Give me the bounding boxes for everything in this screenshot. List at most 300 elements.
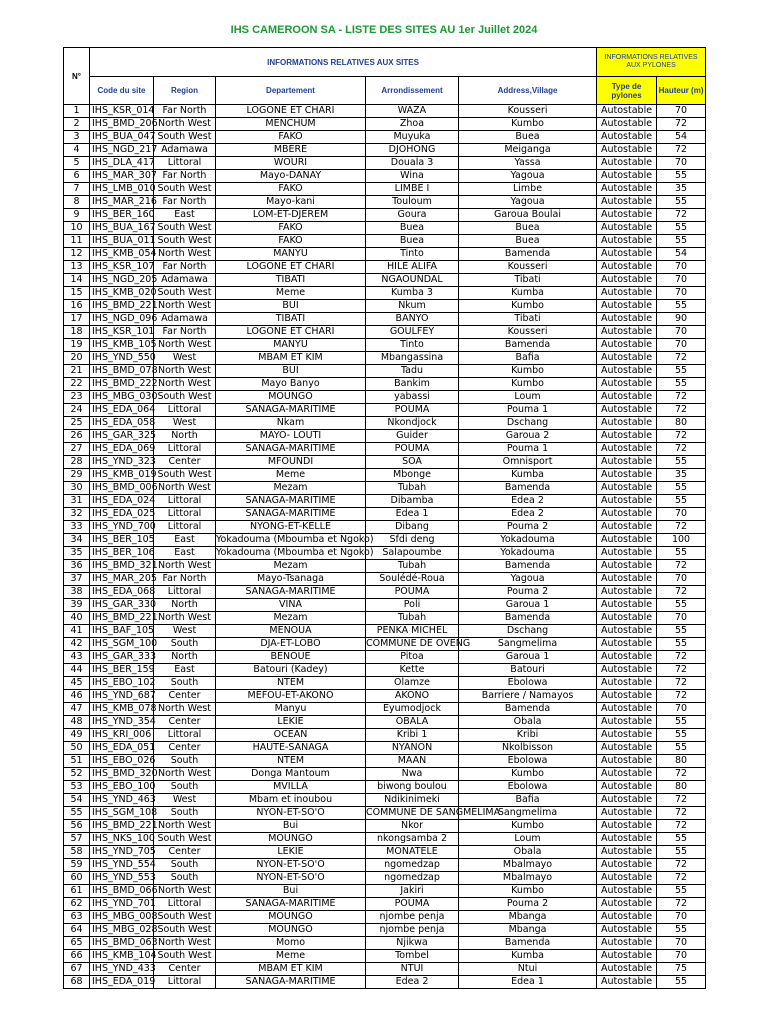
departement: Mayo-kani <box>216 196 366 209</box>
departement: LOM-ET-DJEREM <box>216 209 366 222</box>
header-region: Region <box>154 77 216 105</box>
arrondissement: Edea 2 <box>366 976 459 989</box>
row-number: 1 <box>64 105 90 118</box>
address: Pouma 2 <box>459 898 597 911</box>
arrondissement: Nkondjock <box>366 417 459 430</box>
table-row <box>64 742 706 755</box>
pylon-type: Autostable <box>597 118 657 131</box>
table-row <box>64 781 706 794</box>
height: 70 <box>657 703 706 716</box>
pylon-type: Autostable <box>597 963 657 976</box>
address: Edea 2 <box>459 508 597 521</box>
site-code: IHS_MBG_030 <box>90 391 154 404</box>
arrondissement: Njikwa <box>366 937 459 950</box>
table-row <box>64 729 706 742</box>
height: 72 <box>657 898 706 911</box>
address: Kumbo <box>459 378 597 391</box>
region: Center <box>154 846 216 859</box>
height: 72 <box>657 521 706 534</box>
table-row <box>64 365 706 378</box>
departement: Manyu <box>216 703 366 716</box>
region: South <box>154 872 216 885</box>
address: Tibati <box>459 274 597 287</box>
site-code: IHS_KMB_104 <box>90 950 154 963</box>
region: Adamawa <box>154 144 216 157</box>
region: North West <box>154 365 216 378</box>
site-code: IHS_MAR_205 <box>90 573 154 586</box>
pylon-type: Autostable <box>597 261 657 274</box>
site-code: IHS_KSR_014 <box>90 105 154 118</box>
arrondissement: MAAN <box>366 755 459 768</box>
height: 55 <box>657 625 706 638</box>
arrondissement: POUMA <box>366 586 459 599</box>
departement: TIBATI <box>216 274 366 287</box>
site-code: IHS_YND_550 <box>90 352 154 365</box>
table-row <box>64 963 706 976</box>
arrondissement: LIMBE I <box>366 183 459 196</box>
departement: MFOUNDI <box>216 456 366 469</box>
address: Barriere / Namayos <box>459 690 597 703</box>
address: Pouma 2 <box>459 521 597 534</box>
row-number: 35 <box>64 547 90 560</box>
arrondissement: Sfdi deng <box>366 534 459 547</box>
address: Bafia <box>459 794 597 807</box>
region: North West <box>154 560 216 573</box>
region: East <box>154 209 216 222</box>
site-code: IHS_MAR_216 <box>90 196 154 209</box>
header-departement: Departement <box>216 77 366 105</box>
pylon-type: Autostable <box>597 690 657 703</box>
height: 72 <box>657 430 706 443</box>
arrondissement: NYANON <box>366 742 459 755</box>
site-code: IHS_NGD_205 <box>90 274 154 287</box>
site-code: IHS_BMD_066 <box>90 885 154 898</box>
table-row <box>64 976 706 989</box>
row-number: 13 <box>64 261 90 274</box>
pylon-type: Autostable <box>597 664 657 677</box>
site-code: IHS_BMD_222 <box>90 378 154 391</box>
table-row <box>64 469 706 482</box>
address: Sangmelima <box>459 807 597 820</box>
address: Yagoua <box>459 170 597 183</box>
height: 72 <box>657 144 706 157</box>
address: Meiganga <box>459 144 597 157</box>
pylon-type: Autostable <box>597 313 657 326</box>
region: Adamawa <box>154 274 216 287</box>
region: Far North <box>154 261 216 274</box>
height: 72 <box>657 872 706 885</box>
site-code: IHS_DLA_417 <box>90 157 154 170</box>
arrondissement: ngomedzap <box>366 859 459 872</box>
arrondissement: HILE ALIFA <box>366 261 459 274</box>
arrondissement: Tubah <box>366 612 459 625</box>
address: Buea <box>459 235 597 248</box>
address: Pouma 2 <box>459 586 597 599</box>
table-row <box>64 209 706 222</box>
height: 80 <box>657 755 706 768</box>
row-number: 3 <box>64 131 90 144</box>
departement: FAKO <box>216 222 366 235</box>
address: Ebolowa <box>459 677 597 690</box>
departement: HAUTE-SANAGA <box>216 742 366 755</box>
departement: SANAGA-MARITIME <box>216 586 366 599</box>
height: 70 <box>657 157 706 170</box>
pylon-type: Autostable <box>597 339 657 352</box>
row-number: 37 <box>64 573 90 586</box>
arrondissement: GOULFEY <box>366 326 459 339</box>
row-number: 51 <box>64 755 90 768</box>
site-code: IHS_GAR_325 <box>90 430 154 443</box>
table-row <box>64 391 706 404</box>
height: 72 <box>657 859 706 872</box>
address: Sangmelima <box>459 638 597 651</box>
height: 55 <box>657 235 706 248</box>
height: 100 <box>657 534 706 547</box>
departement: Mezam <box>216 612 366 625</box>
site-code: IHS_NKS_100 <box>90 833 154 846</box>
arrondissement: Nkor <box>366 820 459 833</box>
height: 55 <box>657 196 706 209</box>
row-number: 18 <box>64 326 90 339</box>
address: Kumba <box>459 287 597 300</box>
pylon-type: Autostable <box>597 300 657 313</box>
departement: FAKO <box>216 131 366 144</box>
header-code: Code du site <box>90 77 154 105</box>
height: 72 <box>657 664 706 677</box>
address: Obala <box>459 846 597 859</box>
departement: SANAGA-MARITIME <box>216 404 366 417</box>
departement: MANYU <box>216 248 366 261</box>
departement: MOUNGO <box>216 833 366 846</box>
pylon-type: Autostable <box>597 352 657 365</box>
height: 72 <box>657 690 706 703</box>
address: Garoua 1 <box>459 651 597 664</box>
pylon-type: Autostable <box>597 599 657 612</box>
table-row <box>64 183 706 196</box>
arrondissement: Muyuka <box>366 131 459 144</box>
region: North <box>154 651 216 664</box>
arrondissement: Soulédé-Roua <box>366 573 459 586</box>
pylon-type: Autostable <box>597 391 657 404</box>
arrondissement: Dibang <box>366 521 459 534</box>
height: 54 <box>657 131 706 144</box>
address: Kumba <box>459 950 597 963</box>
departement: Meme <box>216 950 366 963</box>
site-code: IHS_BMD_321 <box>90 560 154 573</box>
row-number: 8 <box>64 196 90 209</box>
arrondissement: NGAOUNDAL <box>366 274 459 287</box>
address: Ebolowa <box>459 755 597 768</box>
region: South <box>154 859 216 872</box>
address: Kumbo <box>459 885 597 898</box>
arrondissement: Tinto <box>366 339 459 352</box>
address: Buea <box>459 222 597 235</box>
region: Far North <box>154 105 216 118</box>
row-number: 26 <box>64 430 90 443</box>
table-row <box>64 560 706 573</box>
site-code: IHS_BMD_221 <box>90 612 154 625</box>
address: Kousseri <box>459 261 597 274</box>
table-row <box>64 833 706 846</box>
height: 55 <box>657 924 706 937</box>
departement: LOGONE ET CHARI <box>216 261 366 274</box>
height: 72 <box>657 820 706 833</box>
arrondissement: POUMA <box>366 898 459 911</box>
table-row <box>64 768 706 781</box>
pylon-type: Autostable <box>597 157 657 170</box>
region: West <box>154 352 216 365</box>
departement: Donga Mantoum <box>216 768 366 781</box>
site-code: IHS_NGD_217 <box>90 144 154 157</box>
height: 70 <box>657 261 706 274</box>
table-row <box>64 950 706 963</box>
header-number: N° <box>64 48 90 105</box>
region: South West <box>154 287 216 300</box>
pylon-type: Autostable <box>597 729 657 742</box>
address: Loum <box>459 391 597 404</box>
region: North West <box>154 703 216 716</box>
region: Far North <box>154 573 216 586</box>
address: Yagoua <box>459 573 597 586</box>
table-row <box>64 794 706 807</box>
row-number: 59 <box>64 859 90 872</box>
header-site-info: INFORMATIONS RELATIVES AUX SITES <box>90 48 597 77</box>
table-row <box>64 508 706 521</box>
page-title: IHS CAMEROON SA - LISTE DES SITES AU 1er Juillet 2024 <box>230 24 538 36</box>
address: Mbalmayo <box>459 872 597 885</box>
pylon-type: Autostable <box>597 950 657 963</box>
table-row <box>64 430 706 443</box>
arrondissement: Dibamba <box>366 495 459 508</box>
row-number: 29 <box>64 469 90 482</box>
address: Omnisport <box>459 456 597 469</box>
departement: SANAGA-MARITIME <box>216 495 366 508</box>
departement: Batouri (Kadey) <box>216 664 366 677</box>
row-number: 45 <box>64 677 90 690</box>
region: Littoral <box>154 495 216 508</box>
row-number: 24 <box>64 404 90 417</box>
departement: OCEAN <box>216 729 366 742</box>
departement: MEFOU-ET-AKONO <box>216 690 366 703</box>
region: South West <box>154 469 216 482</box>
pylon-type: Autostable <box>597 794 657 807</box>
arrondissement: OBALA <box>366 716 459 729</box>
address: Mbanga <box>459 911 597 924</box>
departement: Mayo-Tsanaga <box>216 573 366 586</box>
departement: NTEM <box>216 677 366 690</box>
site-code: IHS_LMB_010 <box>90 183 154 196</box>
table-row <box>64 716 706 729</box>
region: Littoral <box>154 443 216 456</box>
height: 35 <box>657 469 706 482</box>
table-row <box>64 248 706 261</box>
region: North <box>154 430 216 443</box>
header-arrondissement: Arrondissement <box>366 77 459 105</box>
table-row <box>64 807 706 820</box>
site-code: IHS_BMD_078 <box>90 365 154 378</box>
arrondissement: Kribi 1 <box>366 729 459 742</box>
height: 70 <box>657 339 706 352</box>
pylon-type: Autostable <box>597 521 657 534</box>
address: Bamenda <box>459 248 597 261</box>
pylon-type: Autostable <box>597 885 657 898</box>
row-number: 60 <box>64 872 90 885</box>
table-row <box>64 612 706 625</box>
arrondissement: Tinto <box>366 248 459 261</box>
region: South <box>154 638 216 651</box>
row-number: 16 <box>64 300 90 313</box>
height: 72 <box>657 560 706 573</box>
table-row <box>64 339 706 352</box>
row-number: 19 <box>64 339 90 352</box>
row-number: 38 <box>64 586 90 599</box>
site-code: IHS_YND_705 <box>90 846 154 859</box>
address: Kribi <box>459 729 597 742</box>
row-number: 5 <box>64 157 90 170</box>
region: South <box>154 781 216 794</box>
pylon-type: Autostable <box>597 560 657 573</box>
site-code: IHS_EBO_102 <box>90 677 154 690</box>
table-row <box>64 274 706 287</box>
region: North West <box>154 820 216 833</box>
site-code: IHS_EBO_026 <box>90 755 154 768</box>
region: South West <box>154 222 216 235</box>
arrondissement: Bankim <box>366 378 459 391</box>
table-row <box>64 378 706 391</box>
address: Kousseri <box>459 326 597 339</box>
site-code: IHS_MBG_028 <box>90 924 154 937</box>
region: North West <box>154 937 216 950</box>
height: 55 <box>657 482 706 495</box>
region: North West <box>154 248 216 261</box>
arrondissement: Edea 1 <box>366 508 459 521</box>
table-row <box>64 105 706 118</box>
table-row <box>64 885 706 898</box>
pylon-type: Autostable <box>597 703 657 716</box>
table-row <box>64 547 706 560</box>
address: Yokadouma <box>459 547 597 560</box>
arrondissement: Poli <box>366 599 459 612</box>
region: North West <box>154 885 216 898</box>
height: 72 <box>657 209 706 222</box>
departement: Bui <box>216 820 366 833</box>
arrondissement: Zhoa <box>366 118 459 131</box>
row-number: 54 <box>64 794 90 807</box>
region: North West <box>154 612 216 625</box>
row-number: 6 <box>64 170 90 183</box>
region: Littoral <box>154 404 216 417</box>
site-code: IHS_EDA_068 <box>90 586 154 599</box>
table-row <box>64 352 706 365</box>
address: Mbanga <box>459 924 597 937</box>
region: Far North <box>154 170 216 183</box>
arrondissement: njombe penja <box>366 911 459 924</box>
pylon-type: Autostable <box>597 326 657 339</box>
departement: SANAGA-MARITIME <box>216 443 366 456</box>
site-code: IHS_GAR_333 <box>90 651 154 664</box>
departement: Mbam et inoubou <box>216 794 366 807</box>
height: 55 <box>657 378 706 391</box>
arrondissement: ngomedzap <box>366 872 459 885</box>
height: 35 <box>657 183 706 196</box>
row-number: 15 <box>64 287 90 300</box>
row-number: 10 <box>64 222 90 235</box>
address: Yagoua <box>459 196 597 209</box>
region: South West <box>154 183 216 196</box>
row-number: 14 <box>64 274 90 287</box>
table-row <box>64 651 706 664</box>
height: 72 <box>657 651 706 664</box>
row-number: 42 <box>64 638 90 651</box>
pylon-type: Autostable <box>597 443 657 456</box>
pylon-type: Autostable <box>597 196 657 209</box>
address: Dschang <box>459 625 597 638</box>
pylon-type: Autostable <box>597 469 657 482</box>
departement: MVILLA <box>216 781 366 794</box>
pylon-type: Autostable <box>597 248 657 261</box>
height: 72 <box>657 794 706 807</box>
arrondissement: Touloum <box>366 196 459 209</box>
region: Center <box>154 716 216 729</box>
site-code: IHS_BMD_206 <box>90 118 154 131</box>
region: North West <box>154 378 216 391</box>
departement: MENOUA <box>216 625 366 638</box>
site-code: IHS_EDA_024 <box>90 495 154 508</box>
arrondissement: BANYO <box>366 313 459 326</box>
address: Mbalmayo <box>459 859 597 872</box>
height: 70 <box>657 508 706 521</box>
height: 54 <box>657 248 706 261</box>
site-code: IHS_BAF_105 <box>90 625 154 638</box>
region: Littoral <box>154 976 216 989</box>
site-code: IHS_MBG_008 <box>90 911 154 924</box>
pylon-type: Autostable <box>597 547 657 560</box>
arrondissement: NTUI <box>366 963 459 976</box>
address: Pouma 1 <box>459 404 597 417</box>
departement: Yokadouma (Mboumba et Ngoko) <box>216 534 374 545</box>
site-code: IHS_BMD_320 <box>90 768 154 781</box>
sites-table <box>63 47 706 989</box>
arrondissement: Ndikinimeki <box>366 794 459 807</box>
region: Littoral <box>154 898 216 911</box>
pylon-type: Autostable <box>597 859 657 872</box>
region: Littoral <box>154 586 216 599</box>
site-code: IHS_BER_159 <box>90 664 154 677</box>
arrondissement: nkongsamba 2 <box>366 833 459 846</box>
height: 70 <box>657 573 706 586</box>
site-code: IHS_EDA_064 <box>90 404 154 417</box>
departement: MOUNGO <box>216 924 366 937</box>
row-number: 44 <box>64 664 90 677</box>
address: Edea 1 <box>459 976 597 989</box>
height: 72 <box>657 586 706 599</box>
arrondissement: PENKA MICHEL <box>366 625 459 638</box>
table-row <box>64 157 706 170</box>
departement: NYON-ET-SO'O <box>216 859 366 872</box>
pylon-type: Autostable <box>597 820 657 833</box>
row-number: 65 <box>64 937 90 950</box>
arrondissement: Jakiri <box>366 885 459 898</box>
table-row <box>64 820 706 833</box>
height: 72 <box>657 391 706 404</box>
address: Bamenda <box>459 612 597 625</box>
departement: Mezam <box>216 560 366 573</box>
row-number: 20 <box>64 352 90 365</box>
region: Center <box>154 456 216 469</box>
row-number: 61 <box>64 885 90 898</box>
pylon-type: Autostable <box>597 378 657 391</box>
row-number: 52 <box>64 768 90 781</box>
